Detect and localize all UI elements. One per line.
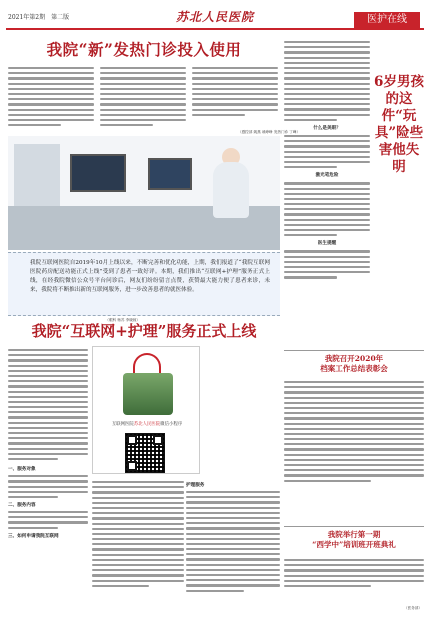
poster-ring-graphic xyxy=(133,353,161,375)
story1-col-1 xyxy=(8,64,94,136)
issue-info: 2021年第2期 第二版 xyxy=(8,14,70,21)
story1-headline: 我院“新”发热门诊投入使用 xyxy=(46,40,242,59)
eye-story-body xyxy=(284,38,370,282)
divider xyxy=(284,350,424,351)
story4-body xyxy=(284,556,424,590)
story4-headline: 我院举行第一期 “西学中”培训班开班典礼 xyxy=(312,530,396,549)
mini-program-poster xyxy=(92,346,200,474)
story3-headline: 我院召开2020年 档案工作总结表彰会 xyxy=(320,354,388,373)
section-tag: 医护在线 xyxy=(354,12,420,28)
eye-story-headline: 6岁男孩的这件“玩具”险些害他失明 xyxy=(374,74,424,175)
divider xyxy=(284,526,424,527)
story1-col-2 xyxy=(100,64,186,136)
story1-col-3 xyxy=(192,64,278,136)
service-content-heading: 二、服务内容 xyxy=(8,503,36,509)
poster-caption: 互联网医院苏北人民医院微信小程序 xyxy=(111,422,183,427)
story1-body xyxy=(8,64,278,136)
subhead-advice: 医生提醒 xyxy=(317,241,337,247)
notice-text: 我院互联网医院自2019年10月上线以来，不断完善和优化功能，上期，我们报道了“我院互联网医院药房配送功能正式上线”受到了患者一致好评。本期，我们推出“互联网+护理”服务正式上线，在经我院微信公众号平台问诊后，网友们纷纷留言点赞，获赞最大能力便了患者来诊，未来，我院将不断推出新的互联网服务，进一步改善患者的就医体验。 xyxy=(30,260,270,293)
story1-byline: （感控部 姚燕 戚峥峥 发热门诊 丁峰） xyxy=(238,130,301,134)
qr-code-icon[interactable] xyxy=(125,433,165,473)
subhead-what: 什么是美眼？ xyxy=(313,126,341,131)
story2-headline: 我院“互联网+护理”服务正式上线 xyxy=(31,322,257,340)
story2-col-right xyxy=(186,478,280,616)
service-target-heading: 一、服务对象 xyxy=(8,467,36,473)
subhead-laser: 激光笔危险 xyxy=(315,173,339,179)
clinic-photo xyxy=(8,136,280,250)
story2-col-left xyxy=(8,346,88,616)
eye-story-byline: （眼科 杨苏 李晓琼） xyxy=(105,318,140,322)
apply-heading: 三、如何申请我院互联网 xyxy=(8,533,59,539)
paper-name: 苏北人民医院 xyxy=(176,10,255,24)
poster-photo xyxy=(123,373,173,415)
masthead-rule xyxy=(6,28,424,30)
editor-notice xyxy=(8,252,280,316)
nursing-service-heading: 护理服务 xyxy=(186,483,205,488)
story3-body xyxy=(284,378,424,485)
masthead xyxy=(0,0,430,30)
story4-byline: （医务部） xyxy=(404,606,422,610)
story2-col-mid xyxy=(92,478,184,616)
